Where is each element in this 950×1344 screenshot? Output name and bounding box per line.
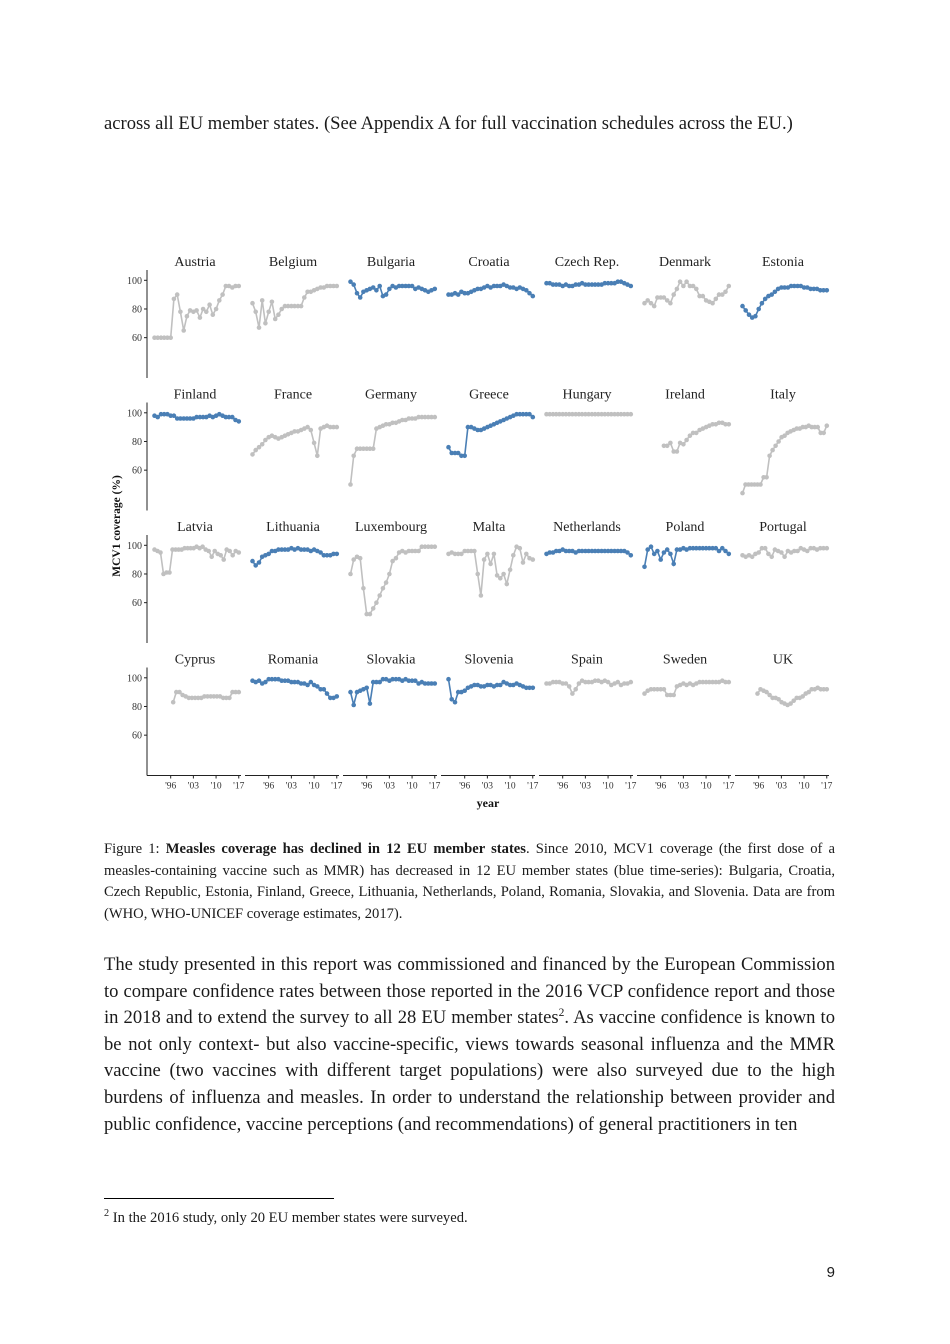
panel-title-france: France (273, 387, 313, 403)
data-point (681, 284, 686, 289)
data-point (384, 292, 389, 297)
data-point (433, 287, 438, 292)
data-point (753, 314, 758, 319)
data-point (671, 292, 676, 297)
x-tick-label: '96 (263, 781, 275, 792)
data-point (723, 290, 728, 295)
x-tick-label: '10 (406, 781, 418, 792)
caption-bold: Measles coverage has declined in 12 EU member states (165, 841, 526, 857)
data-point (825, 423, 830, 428)
data-point (394, 556, 399, 561)
page-number: 9 (826, 1264, 835, 1281)
data-point (181, 328, 186, 333)
data-point (374, 288, 379, 293)
data-point (237, 550, 242, 555)
data-point (325, 691, 330, 696)
data-point (237, 690, 242, 695)
data-point (727, 284, 732, 289)
data-point (198, 315, 203, 320)
data-point (381, 586, 386, 591)
series-line (351, 547, 435, 614)
data-point (743, 308, 748, 313)
data-point (701, 294, 706, 299)
data-point (629, 284, 634, 289)
data-point (220, 292, 225, 297)
data-point (446, 445, 451, 450)
data-point (740, 491, 745, 496)
data-point (505, 582, 510, 587)
data-point (511, 553, 516, 558)
data-point (377, 593, 382, 598)
data-point (740, 304, 745, 309)
data-point (433, 544, 438, 549)
data-point (384, 580, 389, 585)
data-point (501, 572, 506, 577)
data-point (273, 317, 278, 322)
panel-title-netherlands: Netherlands (553, 520, 621, 535)
y-tick-label: 100 (127, 540, 142, 552)
data-point (368, 701, 373, 706)
data-point (227, 549, 232, 554)
data-point (485, 552, 490, 557)
data-point (377, 284, 382, 289)
data-point (531, 294, 536, 299)
data-point (567, 684, 572, 689)
data-point (348, 572, 353, 577)
x-tick-label: '03 (383, 781, 395, 792)
figure-label: Figure 1: (104, 841, 166, 857)
series-line (664, 423, 729, 452)
panel-title-slovakia: Slovakia (366, 652, 416, 668)
x-tick-label: '03 (579, 781, 591, 792)
data-point (416, 549, 421, 554)
data-point (756, 307, 761, 312)
data-point (684, 279, 689, 284)
data-point (214, 307, 219, 312)
data-point (348, 482, 353, 487)
data-point (167, 570, 172, 575)
data-point (521, 560, 526, 565)
footnote-reference[interactable]: 2 (558, 1007, 565, 1019)
data-point (710, 301, 715, 306)
panel-title-finland: Finland (173, 387, 217, 403)
data-point (371, 446, 376, 451)
data-point (678, 279, 683, 284)
data-point (175, 292, 180, 297)
data-point (351, 454, 356, 459)
data-point (779, 550, 784, 555)
data-point (260, 298, 265, 303)
data-point (335, 284, 340, 289)
data-point (433, 415, 438, 420)
y-tick-label: 100 (127, 408, 142, 420)
x-tick-label: '03 (285, 781, 297, 792)
data-point (358, 295, 363, 300)
measles-coverage-figure (100, 250, 840, 817)
data-point (770, 448, 775, 453)
panel-title-bulgaria: Bulgaria (366, 255, 416, 270)
data-point (374, 600, 379, 605)
panel-title-luxembourg: Luxembourg (354, 520, 428, 535)
y-tick-label: 80 (132, 304, 142, 316)
data-point (257, 560, 262, 565)
data-point (351, 703, 356, 708)
panel-title-slovenia: Slovenia (464, 652, 514, 668)
y-tick-label: 60 (132, 730, 142, 742)
panel-title-denmark: Denmark (658, 255, 712, 270)
data-point (825, 687, 830, 692)
x-tick-label: '96 (459, 781, 471, 792)
figure-caption (104, 839, 835, 925)
data-point (727, 422, 732, 427)
data-point (218, 553, 223, 558)
panel-title-romania: Romania (267, 652, 319, 668)
data-point (364, 686, 369, 691)
data-point (573, 687, 578, 692)
measles-coverage-chart (100, 250, 840, 812)
data-point (665, 547, 670, 552)
x-tick-label: '96 (753, 781, 765, 792)
y-axis-label: MCV1 coverage (%) (111, 475, 123, 577)
panel-title-austria: Austria (174, 255, 216, 270)
y-tick-label: 80 (132, 569, 142, 581)
x-tick-label: '10 (308, 781, 320, 792)
data-point (758, 482, 763, 487)
data-point (714, 297, 719, 302)
data-point (276, 312, 281, 317)
data-point (727, 680, 732, 685)
data-point (227, 696, 232, 701)
y-tick-label: 100 (127, 673, 142, 685)
data-point (266, 310, 271, 315)
data-point (335, 552, 340, 557)
y-tick-label: 60 (132, 598, 142, 610)
main-paragraph (104, 952, 835, 1138)
data-point (763, 546, 768, 551)
panel-title-belgium: Belgium (268, 255, 318, 270)
data-point (194, 308, 199, 313)
y-tick-label: 80 (132, 436, 142, 448)
data-point (322, 687, 327, 692)
data-point (260, 442, 265, 447)
data-point (237, 284, 242, 289)
data-point (671, 562, 676, 567)
series-line (645, 282, 729, 306)
data-point (782, 555, 787, 560)
data-point (671, 693, 676, 698)
x-tick-label: '17 (625, 781, 637, 792)
x-tick-label: '17 (821, 781, 833, 792)
data-point (492, 552, 497, 557)
data-point (358, 556, 363, 561)
data-point (368, 612, 373, 617)
x-tick-label: '03 (481, 781, 493, 792)
data-point (253, 310, 258, 315)
data-point (211, 312, 216, 317)
data-point (629, 553, 634, 558)
data-point (508, 567, 513, 572)
main-text-1: The study presented in this report was commissioned and financed by the European Commission to compare confidence rates between those reported in the 2016 VCP confidence report and those in 2018 and to extend the survey to all 28 EU member states (104, 954, 835, 1029)
data-point (185, 314, 190, 319)
data-point (668, 552, 673, 557)
y-tick-label: 60 (132, 333, 142, 345)
data-point (217, 298, 222, 303)
data-point (250, 559, 255, 564)
data-point (825, 546, 830, 551)
x-tick-label: '17 (233, 781, 245, 792)
data-point (649, 544, 654, 549)
x-tick-label: '10 (210, 781, 222, 792)
data-point (221, 557, 226, 562)
data-point (348, 690, 353, 695)
data-point (387, 572, 392, 577)
data-point (315, 454, 320, 459)
panel-title-ireland: Ireland (665, 387, 705, 403)
x-tick-label: '96 (655, 781, 667, 792)
data-point (172, 297, 177, 302)
data-point (518, 546, 523, 551)
data-point (652, 304, 657, 309)
panel-title-hungary: Hungary (562, 387, 612, 403)
caption-text: . Since 2010, MCV1 coverage (the first dose of a measles-containing vaccine such as MMR) has decreased in 12 EU member states (blue time-series): Bulgaria, Croatia, Czech Republic, Estonia, Finland, Greece, Lithuania, Netherlands, Poland, Romania, Slovakia, and Slovenia. Data are from (WHO, WHO-UNICEF coverage estimates, 2017). (104, 841, 835, 922)
data-point (681, 442, 686, 447)
data-point (773, 444, 778, 449)
data-point (263, 321, 268, 326)
data-point (764, 475, 769, 480)
data-point (453, 700, 458, 705)
data-point (642, 565, 647, 570)
panel-title-germany: Germany (364, 387, 418, 403)
data-point (482, 557, 487, 562)
footnote (104, 1208, 835, 1228)
panel-title-estonia: Estonia (762, 255, 804, 270)
data-point (207, 302, 212, 307)
data-point (335, 425, 340, 430)
data-point (158, 550, 163, 555)
x-tick-label: '03 (677, 781, 689, 792)
x-tick-label: '96 (557, 781, 569, 792)
data-point (570, 691, 575, 696)
data-point (629, 680, 634, 685)
panel-title-poland: Poland (665, 520, 705, 535)
panel-title-cyprus: Cyprus (174, 652, 216, 668)
data-point (531, 415, 536, 420)
data-point (206, 549, 211, 554)
data-point (531, 557, 536, 562)
x-tick-label: '96 (165, 781, 177, 792)
data-point (655, 549, 660, 554)
x-tick-label: '96 (361, 781, 373, 792)
panel-title-italy: Italy (770, 387, 796, 403)
data-point (760, 301, 765, 306)
data-point (662, 687, 667, 692)
data-point (230, 553, 235, 558)
data-point (821, 431, 826, 436)
data-point (270, 300, 275, 305)
data-point (355, 291, 360, 296)
panel-title-latvia: Latvia (177, 520, 213, 535)
x-tick-label: '10 (798, 781, 810, 792)
data-point (755, 691, 760, 696)
data-point (815, 425, 820, 430)
data-point (250, 452, 255, 457)
x-tick-label: '10 (504, 781, 516, 792)
data-point (309, 428, 314, 433)
data-point (488, 562, 493, 567)
data-point (178, 310, 183, 315)
data-point (257, 325, 262, 330)
data-point (351, 282, 356, 287)
x-tick-label: '03 (775, 781, 787, 792)
data-point (531, 686, 536, 691)
data-point (250, 301, 255, 306)
data-point (675, 287, 680, 292)
data-point (776, 439, 781, 444)
data-point (769, 555, 774, 560)
panel-title-czech-rep-: Czech Rep. (554, 255, 620, 270)
data-point (472, 549, 477, 554)
panel-title-greece: Greece (469, 387, 509, 403)
data-point (675, 449, 680, 454)
data-point (524, 552, 529, 557)
data-point (479, 593, 484, 598)
data-point (433, 681, 438, 686)
footnote-divider (104, 1198, 334, 1199)
panel-title-spain: Spain (571, 652, 603, 668)
panel-title-lithuania: Lithuania (266, 520, 320, 535)
y-tick-label: 80 (132, 701, 142, 713)
data-point (335, 694, 340, 699)
y-tick-label: 100 (127, 275, 142, 287)
data-point (462, 454, 467, 459)
x-tick-label: '10 (602, 781, 614, 792)
data-point (299, 304, 304, 309)
x-tick-label: '17 (527, 781, 539, 792)
data-point (498, 576, 503, 581)
y-tick-label: 60 (132, 465, 142, 477)
footnote-text: In the 2016 study, only 20 EU member states were surveyed. (109, 1210, 468, 1226)
panel-title-portugal: Portugal (759, 520, 807, 535)
data-point (767, 454, 772, 459)
data-point (668, 301, 673, 306)
data-point (694, 287, 699, 292)
data-point (684, 438, 689, 443)
x-tick-label: '17 (331, 781, 343, 792)
series-line (449, 414, 533, 456)
data-point (302, 295, 307, 300)
main-text-2: . As vaccine confidence is known to be not only context- but also vaccine-specific, views towards seasonal influenza and the MMR vaccine (two vaccines with different target populations) were also surveyed due to the high burdens of influenza and measles. In order to understand the relationship between provider and public confidence, vaccine perceptions (and recommendations) of general practitioners in ten (104, 1007, 836, 1135)
footnote-number: 2 (104, 1208, 110, 1220)
data-point (204, 310, 209, 315)
data-point (168, 335, 173, 340)
data-point (171, 700, 176, 705)
data-point (825, 288, 830, 293)
data-point (237, 419, 242, 424)
data-point (209, 555, 214, 560)
data-point (361, 586, 366, 591)
x-tick-label: '17 (429, 781, 441, 792)
data-point (475, 572, 480, 577)
data-point (756, 550, 761, 555)
panel-title-sweden: Sweden (662, 652, 708, 668)
x-tick-label: '03 (187, 781, 199, 792)
data-point (629, 412, 634, 417)
panel-title-croatia: Croatia (468, 255, 510, 270)
data-point (727, 552, 732, 557)
data-point (446, 677, 451, 682)
data-point (312, 441, 317, 446)
x-axis-label: year (476, 796, 500, 810)
panel-title-uk: UK (772, 652, 794, 668)
x-tick-label: '10 (700, 781, 712, 792)
intro-paragraph: across all EU member states. (See Appendix A for full vaccination schedules across the EU.) (104, 113, 793, 134)
data-point (668, 441, 673, 446)
data-point (658, 557, 663, 562)
panel-title-malta: Malta (472, 520, 506, 535)
x-tick-label: '17 (723, 781, 735, 792)
data-point (371, 606, 376, 611)
